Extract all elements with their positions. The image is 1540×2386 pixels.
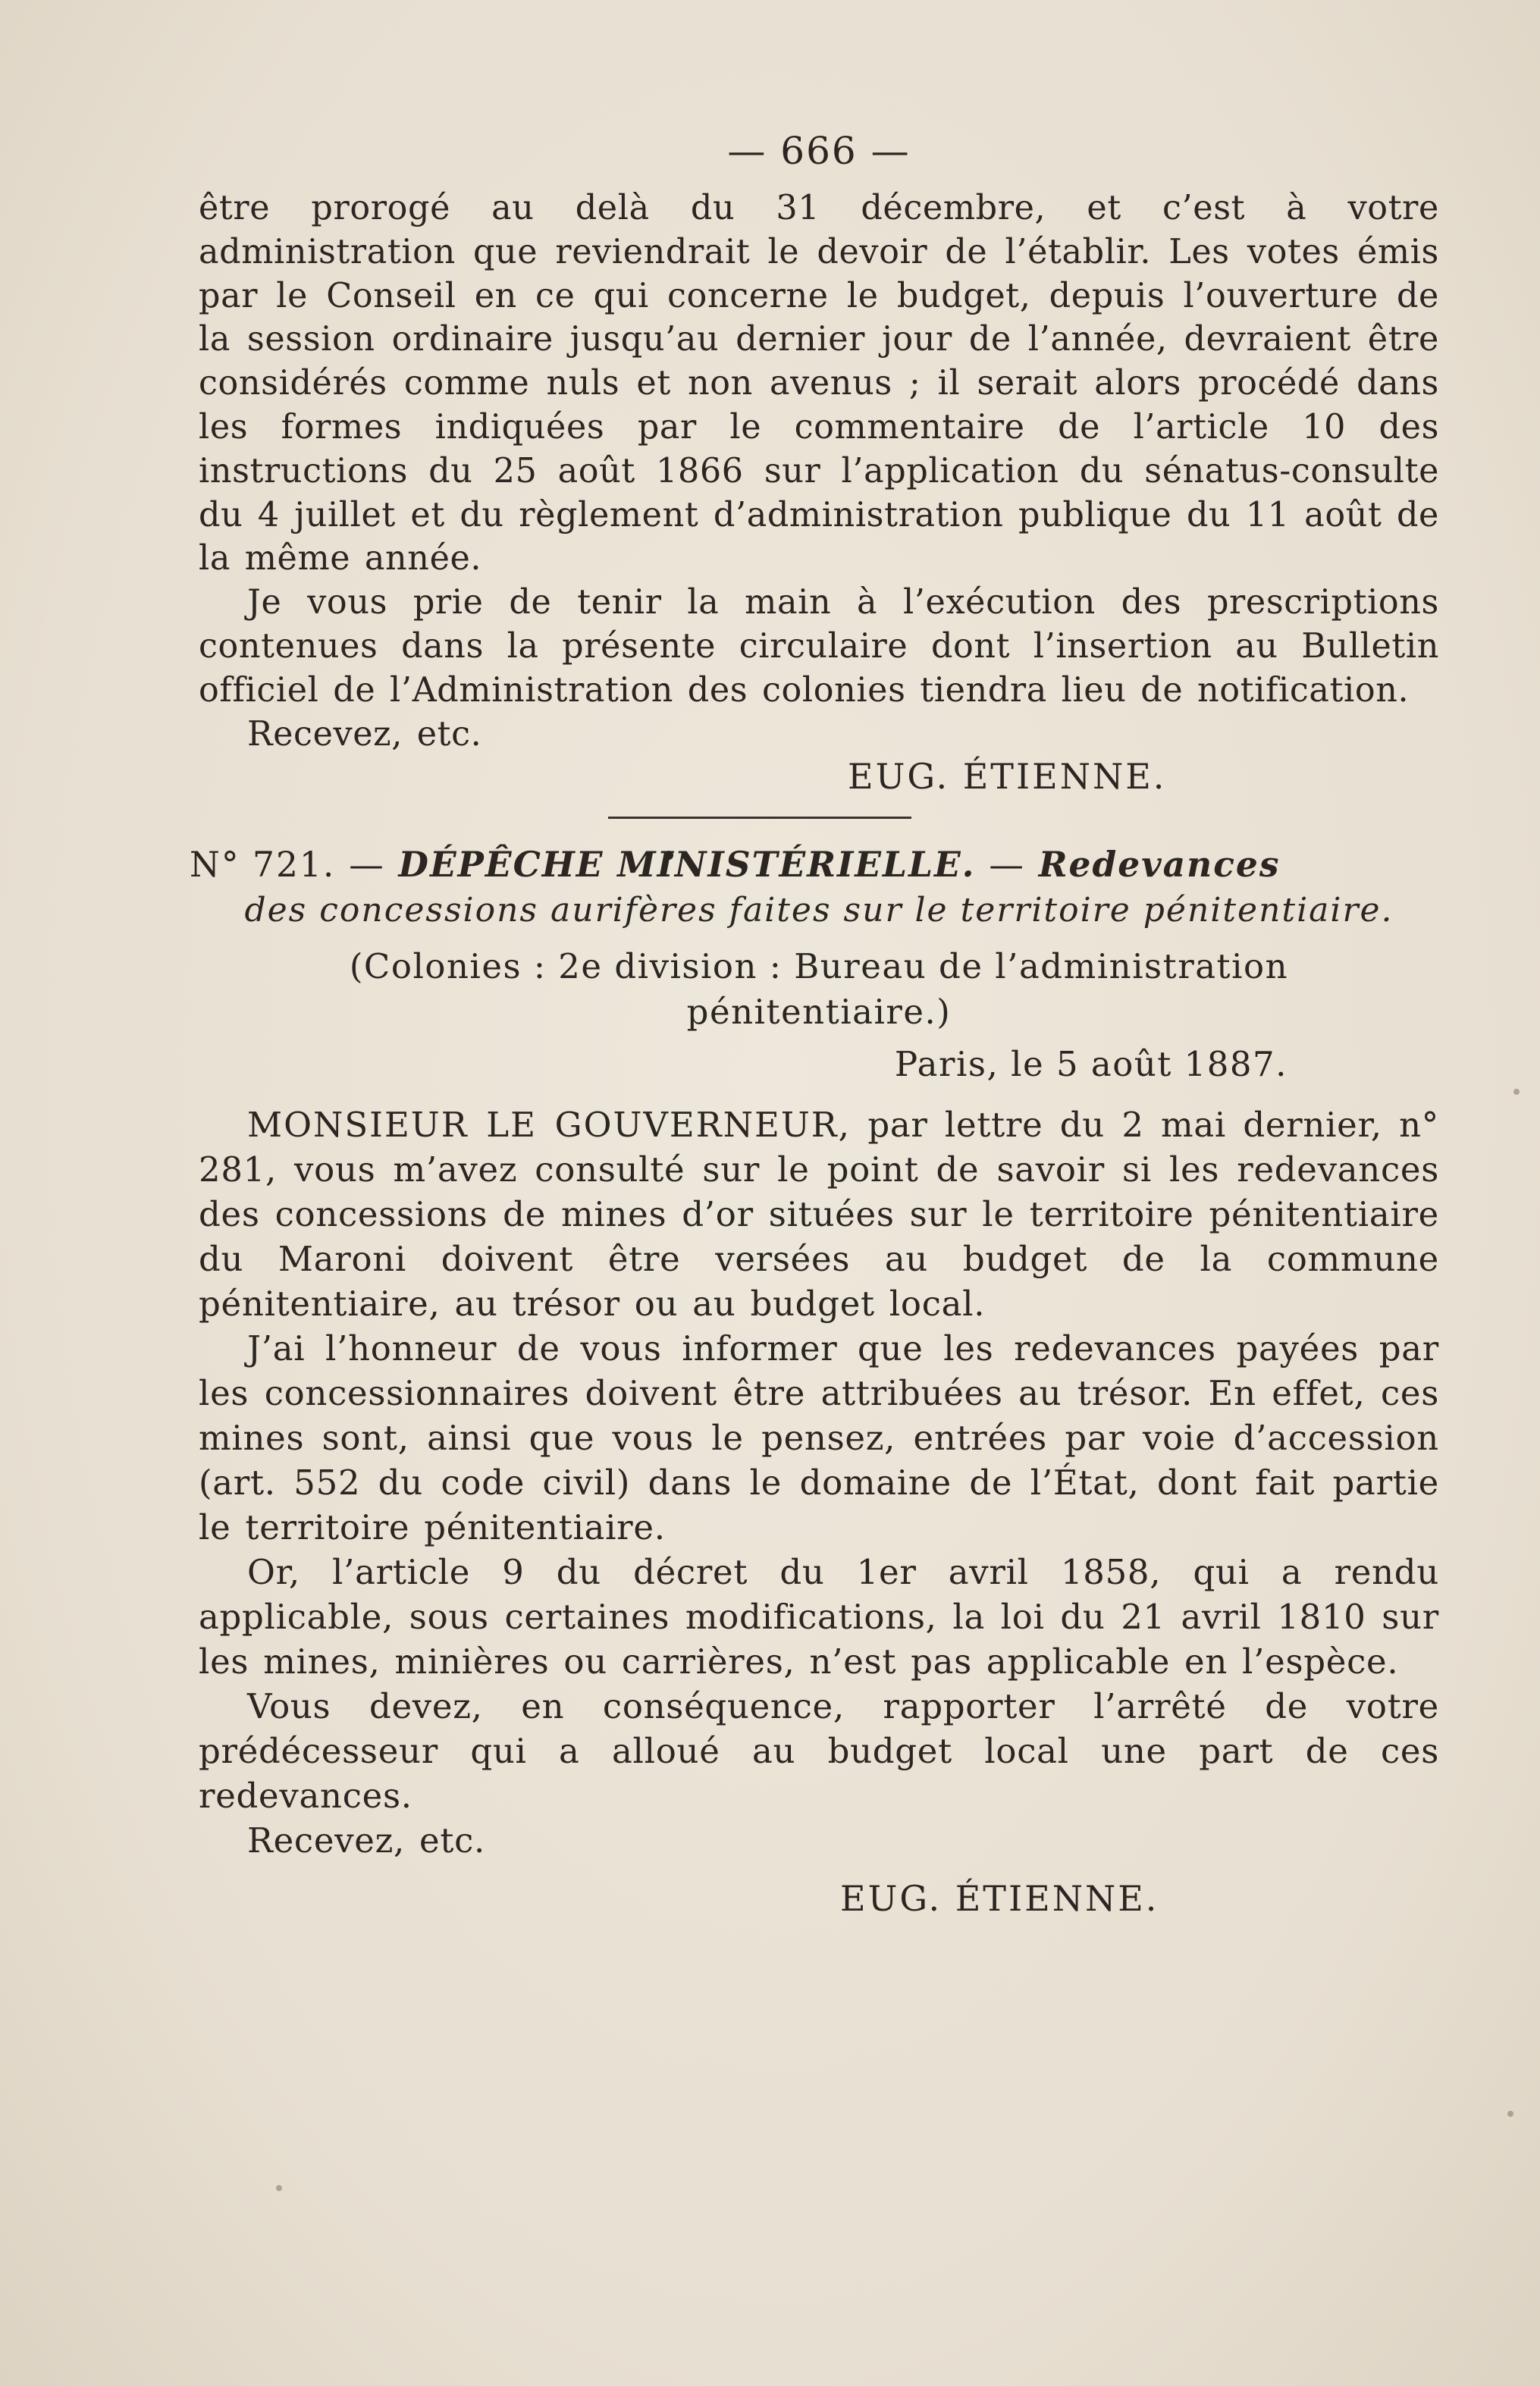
closing: Recevez, etc. bbox=[247, 1820, 486, 1861]
paper-speck bbox=[1507, 2111, 1513, 2117]
paragraph-text: par lettre du 2 mai dernier, n° 281, vous m’avez consulté sur le point de savoir si les redevances des concessions de mines d’or situées sur le territoire pénitentiaire du Maroni doivent être versées au budget de la commune pénitentiaire, au trésor ou au budget local. bbox=[199, 1105, 1440, 1325]
depeche-number: N° 721. bbox=[190, 845, 336, 886]
depeche-subject-continued: des concessions aurifères faites sur le territoire pénitentiaire. bbox=[244, 891, 1394, 930]
heading-dash: — bbox=[989, 845, 1025, 886]
heading-dash: — bbox=[349, 845, 385, 886]
signature: EUG. ÉTIENNE. bbox=[840, 1878, 1159, 1920]
paragraph: J’ai l’honneur de vous informer que les redevances payées par les concessionnaires doivent être attribuées au trésor. En effet, ces mines sont, ainsi que vous le pensez, entrées par voie d’accession (art. 552 du code civil) dans le domaine de l’État, dont fait partie le territoire pénitentiaire. bbox=[199, 1328, 1439, 1548]
depeche-subject: Redevances bbox=[1038, 844, 1281, 886]
paper-speck bbox=[276, 2185, 282, 2191]
dateline: Paris, le 5 août 1887. bbox=[894, 1044, 1288, 1085]
depeche-heading bbox=[190, 842, 1439, 888]
bureau-line: (Colonies : 2e division : Bureau de l’administration pénitentiaire.) bbox=[349, 946, 1289, 1033]
paragraph: Je vous prie de tenir la main à l’exécution des prescriptions contenues dans la présente circulaire dont l’insertion au Bulletin officiel de l’Administration des colonies tiendra lieu de notification. bbox=[199, 583, 1439, 710]
page-number: — 666 — bbox=[727, 129, 911, 173]
signature: EUG. ÉTIENNE. bbox=[848, 756, 1167, 798]
depeche-title: DÉPÊCHE MINISTÉRIELLE. bbox=[398, 844, 976, 886]
paragraph: Vous devez, en conséquence, rapporter l’arrêté de votre prédécesseur qui a alloué au budget local une part de ces redevances. bbox=[199, 1686, 1439, 1817]
text-column bbox=[190, 129, 1440, 1920]
paragraph bbox=[199, 1102, 1439, 1326]
paragraph: être prorogé au delà du 31 décembre, et c’est à votre administration que reviendrait le devoir de l’établir. Les votes émis par le Conseil en ce qui concerne le budget, depuis l’ouverture de la session ordinaire jusqu’au dernier jour de l’année, devraient être considérés comme nuls et non avenus ; il serait alors procédé dans les formes indiquées par le commentaire de l’article 10 des instructions du 25 août 1866 sur l’application du sénatus-consulte du 4 juillet et du règlement d’administration publique du 11 août de la même année. bbox=[199, 189, 1439, 578]
paper-speck bbox=[1513, 1089, 1520, 1095]
salutation: MONSIEUR LE GOUVERNEUR, bbox=[247, 1105, 851, 1146]
section-divider bbox=[608, 817, 911, 819]
closing: Recevez, etc. bbox=[247, 714, 482, 754]
paragraph: Or, l’article 9 du décret du 1er avril 1858, qui a rendu applicable, sous certaines modifications, la loi du 21 avril 1810 sur les mines, minières ou carrières, n’est pas applicable en l’espèce. bbox=[199, 1552, 1439, 1682]
